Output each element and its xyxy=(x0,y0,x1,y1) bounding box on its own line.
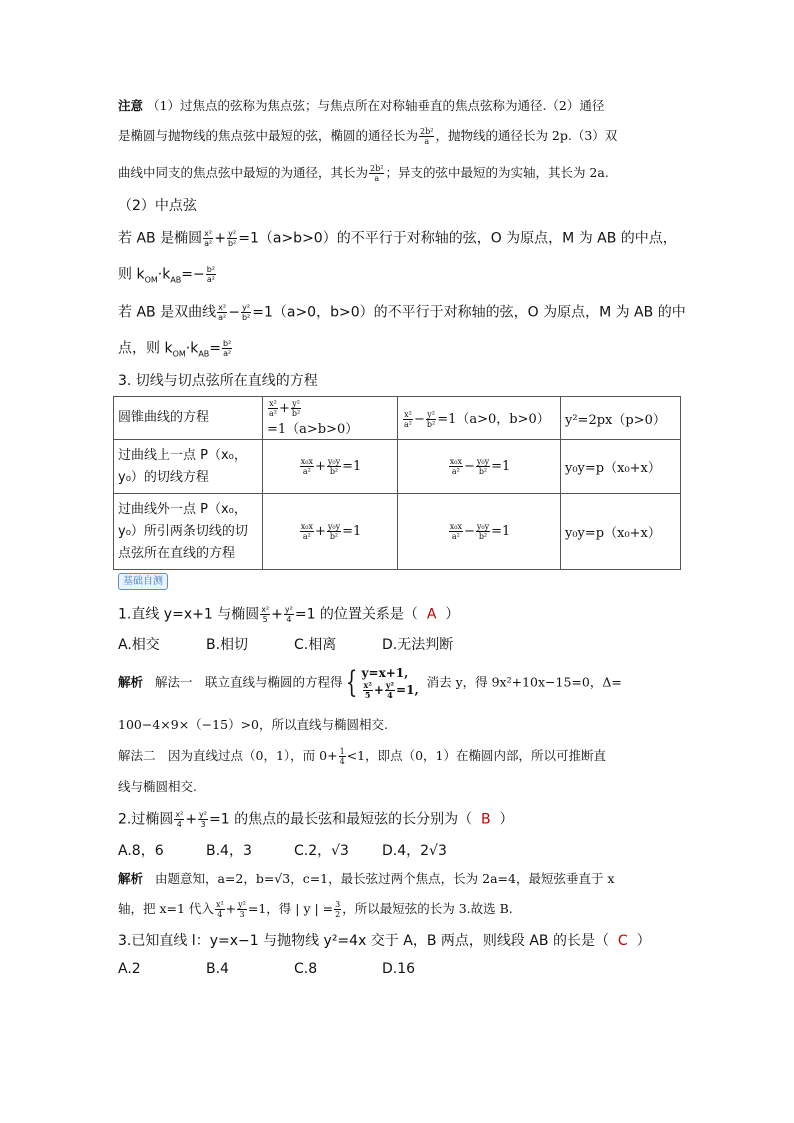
table-row-1-hyperbola: $\frac{\text{x₀x}}{\text{a²}}$ − $\frac{\text{y₀y}}{\text{b²}}$ =1 xyxy=(398,440,561,494)
table-row-1-label: 过曲线上一点 P（x₀， y₀）的切线方程 xyxy=(114,440,263,494)
q3-options xyxy=(118,960,470,978)
q1-solution-line-4: 线与椭圆相交. xyxy=(118,779,197,794)
table-header-hyperbola: $\frac{\text{x²}}{\text{a²}}$ − $\frac{\text{y²}}{\text{b²}}$ =1（a>0，b>0） xyxy=(398,397,561,440)
q2-answer: B xyxy=(481,811,491,828)
midpoint-heading: （2）中点弦 xyxy=(118,198,197,214)
q3-option-b[interactable]: B.4 xyxy=(206,961,229,977)
note-label: 注意 xyxy=(118,98,144,113)
q3-option-c[interactable]: C.8 xyxy=(294,961,318,977)
note-line-2 xyxy=(118,127,617,146)
note-text-1: （1）过焦点的弦称为焦点弦；与焦点所在对称轴垂直的焦点弦称为通径.（2）通径 xyxy=(147,98,605,113)
table-header-parabola: y²=2px（p>0） xyxy=(561,397,681,440)
q1-option-d[interactable]: D.无法判断 xyxy=(382,637,454,653)
basic-self-test-badge: 基础自测 xyxy=(118,573,168,590)
note-text-3b: ；异支的弦中最短的为实轴，其长为 2a. xyxy=(385,165,609,180)
q1-solution-line-1: 解析 解法一 联立直线与椭圆的方程得 { y=x+1, $\frac{\text{x²}}{5}$ + $\frac{\text{y²}}{4}$ =1, 消去 y，得 9x²+10x−15=0，Δ= xyxy=(118,665,622,700)
q1-solution-line-2: 100−4×9×（−15）>0，所以直线与椭圆相交. xyxy=(118,717,388,732)
table-row-2-ellipse: $\frac{\text{x₀x}}{\text{a²}}$ + $\frac{\text{y₀y}}{\text{b²}}$ =1 xyxy=(263,494,398,570)
q2-solution-line-1: 解析 由题意知，a=2，b=√3，c=1，最长弦过两个焦点，长为 2a=4，最短弦垂直于 x xyxy=(118,871,615,886)
note-line-1 xyxy=(118,97,604,115)
table-row-2-label: 过曲线外一点 P（x₀， y₀）所引两条切线的切 点弦所在直线的方程 xyxy=(114,494,263,570)
q2-options xyxy=(118,842,470,860)
table-row xyxy=(114,440,681,494)
table-row-1-ellipse: $\frac{\text{x₀x}}{\text{a²}}$ + $\frac{\text{y₀y}}{\text{b²}}$ =1 xyxy=(263,440,398,494)
q1-stem: 1.直线 y=x+1 与椭圆 $\frac{\text{x²}}{5}$ + $\frac{\text{y²}}{4}$ =1 的位置关系是（ A ） xyxy=(118,605,460,624)
q2-solution-line-2: 轴，把 x=1 代入 $\frac{\text{x²}}{4}$ + $\frac{\text{y²}}{3}$ =1，得 | y | = $\frac{3}{2}$ ，所以最短弦的长为 3.故选 B. xyxy=(118,900,513,919)
table-header-ellipse: $\frac{\text{x²}}{\text{a²}}$ + $\frac{\text{y²}}{\text{b²}}$ =1（a>b>0） xyxy=(263,397,398,440)
q3-option-d[interactable]: D.16 xyxy=(382,961,416,977)
q1-solution-line-3: 解法二 因为直线过点（0，1），而 0+ $\frac{1}{4}$ <1，即点（0，1）在椭圆内部，所以可推断直 xyxy=(118,747,606,766)
tangent-table xyxy=(113,396,681,570)
q2-option-c[interactable]: C.2，√3 xyxy=(294,843,349,859)
q3-option-a[interactable]: A.2 xyxy=(118,961,141,977)
note-text-2a: 是椭圆与抛物线的焦点弦中最短的弦，椭圆的通径长为 xyxy=(118,128,419,143)
q2-option-b[interactable]: B.4，3 xyxy=(206,843,252,859)
latus-fraction-2: $\frac{\text{2b²}}{a}$ xyxy=(370,164,384,183)
ellipse-midpoint-line-1: 若 AB 是椭圆 $\frac{\text{x²}}{\text{a²}}$ + $\frac{\text{y²}}{\text{b²}}$ =1（a>b>0）的不平行于对称轴的弦，O 为原点，M 为 AB 的中点， xyxy=(118,229,677,248)
q1-answer: A xyxy=(426,606,437,623)
q2-option-a[interactable]: A.8，6 xyxy=(118,843,164,859)
note-text-2b: ，抛物线的通径长为 2p.（3）双 xyxy=(435,128,618,143)
note-line-3 xyxy=(118,164,609,183)
table-header-label: 圆锥曲线的方程 xyxy=(114,397,263,440)
q1-options xyxy=(118,636,470,654)
q3-answer: C xyxy=(617,933,628,949)
hyperbola-midpoint-line-2: 点，则 $k_{OM}\cdot k_{AB}=$ $\frac{\text{b²}}{\text{a²}}$ xyxy=(118,339,232,359)
ellipse-midpoint-line-2: 则 $k_{OM}\cdot k_{AB}=-$ $\frac{\text{b²}}{\text{a²}}$ xyxy=(118,265,216,285)
latus-fraction: $\frac{\text{2b²}}{a}$ xyxy=(420,127,434,146)
table-row-2-hyperbola: $\frac{\text{x₀x}}{\text{a²}}$ − $\frac{\text{y₀y}}{\text{b²}}$ =1 xyxy=(398,494,561,570)
q2-option-d[interactable]: D.4，2√3 xyxy=(382,843,447,859)
q1-option-c[interactable]: C.相离 xyxy=(294,637,337,653)
q2-stem: 2.过椭圆 $\frac{\text{x²}}{4}$ + $\frac{\text{y²}}{3}$ =1 的焦点的最长弦和最短弦的长分别为（ B ） xyxy=(118,810,514,829)
table-header-row xyxy=(114,397,681,440)
q1-option-b[interactable]: B.相切 xyxy=(206,637,249,653)
table-row-1-parabola: y₀y=p（x₀+x） xyxy=(561,440,681,494)
section-3-title: 3. 切线与切点弦所在直线的方程 xyxy=(118,373,318,389)
table-row-2-parabola: y₀y=p（x₀+x） xyxy=(561,494,681,570)
q3-stem: 3.已知直线 l：y=x−1 与抛物线 y²=4x 交于 A，B 两点，则线段 AB 的长是（ C ） xyxy=(118,933,651,949)
q1-option-a[interactable]: A.相交 xyxy=(118,637,160,653)
table-row xyxy=(114,494,681,570)
hyperbola-midpoint-line-1: 若 AB 是双曲线 $\frac{\text{x²}}{\text{a²}}$ − $\frac{\text{y²}}{\text{b²}}$ =1（a>0，b>0）的不平行于对称轴的弦，O 为原点，M 为 AB 的中 xyxy=(118,303,686,322)
note-text-3a: 曲线中同支的焦点弦中最短的为通径，其长为 xyxy=(118,165,369,180)
